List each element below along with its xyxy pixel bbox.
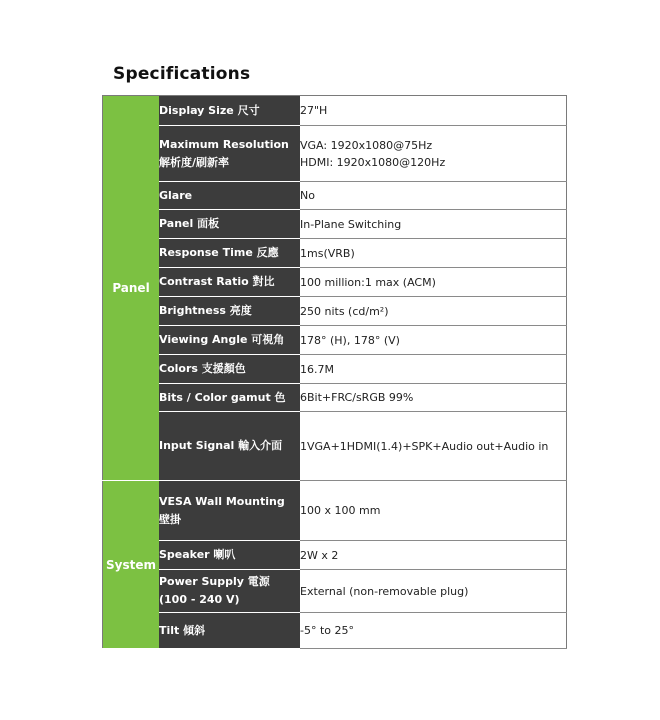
spec-label: Colors 支援顏色 [159,355,300,384]
spec-value: 1VGA+1HDMI(1.4)+SPK+Audio out+Audio in [300,412,567,481]
spec-value: 100 million:1 max (ACM) [300,268,567,297]
spec-label: VESA Wall Mounting 壁掛 [159,481,300,541]
table-row [103,96,567,126]
table-row [103,182,567,210]
section-label-system: System [103,481,160,649]
table-row [103,126,567,182]
table-row [103,613,567,649]
spec-label: Response Time 反應 [159,239,300,268]
spec-table [102,95,567,649]
spec-label: Bits / Color gamut 色 [159,384,300,412]
spec-value: -5° to 25° [300,613,567,649]
spec-label: Tilt 傾斜 [159,613,300,649]
spec-label: Speaker 喇叭 [159,541,300,570]
table-row [103,268,567,297]
table-row [103,541,567,570]
table-row [103,326,567,355]
table-row [103,384,567,412]
spec-label: Brightness 亮度 [159,297,300,326]
spec-value: 6Bit+FRC/sRGB 99% [300,384,567,412]
spec-value: 100 x 100 mm [300,481,567,541]
page-title: Specifications [113,64,251,84]
spec-value: In-Plane Switching [300,210,567,239]
table-row [103,355,567,384]
spec-label: Maximum Resolution 解析度/刷新率 [159,126,300,182]
table-row [103,297,567,326]
spec-value: VGA: 1920x1080@75Hz HDMI: 1920x1080@120Hz [300,126,567,182]
table-row [103,210,567,239]
spec-label: Panel 面板 [159,210,300,239]
table-row [103,570,567,613]
spec-value: External (non-removable plug) [300,570,567,613]
spec-value: 250 nits (cd/m²) [300,297,567,326]
table-row [103,239,567,268]
spec-value: 16.7M [300,355,567,384]
table-row [103,481,567,541]
spec-value: 27"H [300,96,567,126]
table-row [103,412,567,481]
spec-value: 178° (H), 178° (V) [300,326,567,355]
spec-label: Power Supply 電源 (100 - 240 V) [159,570,300,613]
spec-label: Contrast Ratio 對比 [159,268,300,297]
spec-label: Glare [159,182,300,210]
spec-value: 2W x 2 [300,541,567,570]
spec-value: No [300,182,567,210]
spec-label: Viewing Angle 可視角 [159,326,300,355]
spec-value: 1ms(VRB) [300,239,567,268]
section-label-panel: Panel [103,96,160,481]
spec-label: Input Signal 輸入介面 [159,412,300,481]
spec-label: Display Size 尺寸 [159,96,300,126]
